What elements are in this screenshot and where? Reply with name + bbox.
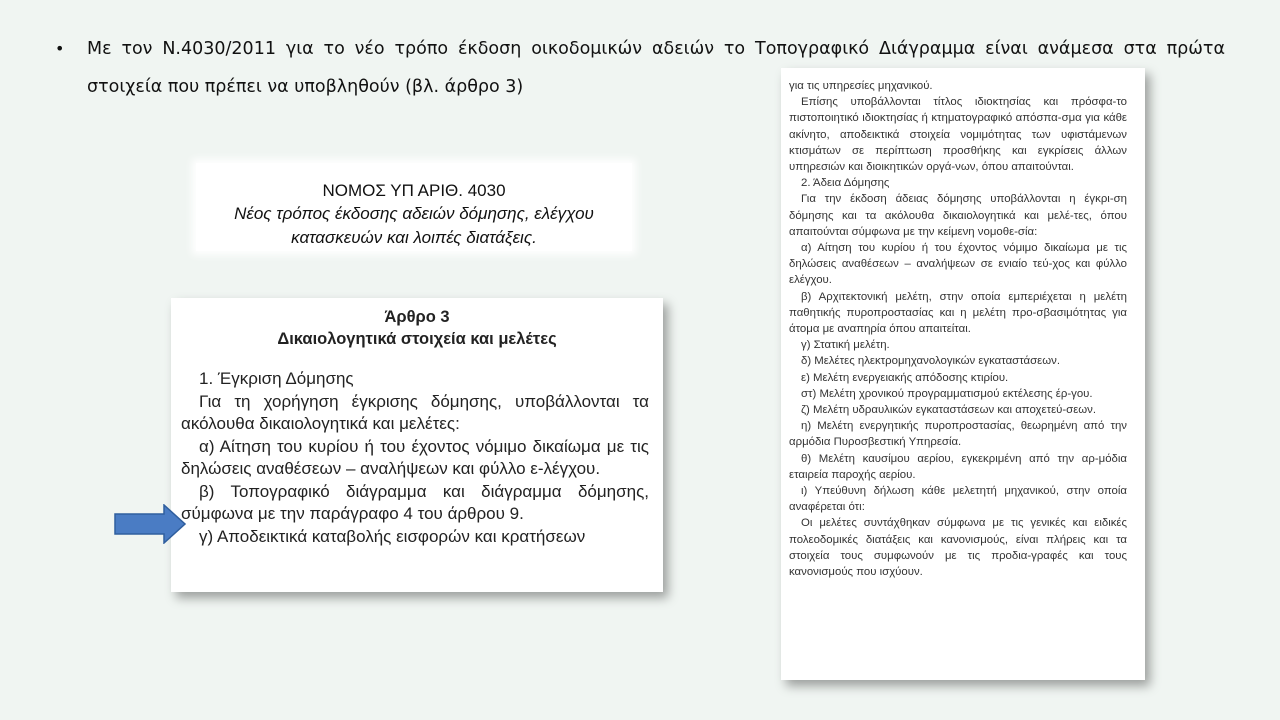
law-subtitle-line2: κατασκευών και λοιπές διατάξεις. (291, 228, 537, 247)
page-paragraph: β) Αρχιτεκτονική μελέτη, στην οποία εμπεριέχεται η μελέτη παθητικής πυροπροστασίας και η μελέτη προ-σβασιμότητας για άτομα με αναπηρία όπου απαιτείται. (789, 290, 1127, 336)
page-paragraph: ζ) Μελέτη υδραυλικών εγκαταστάσεων και αποχετεύ-σεων. (801, 404, 1097, 417)
article-number: Άρθρο 3 (384, 308, 450, 326)
article-title: Δικαιολογητικά στοιχεία και μελέτες (277, 330, 557, 348)
article-body (171, 368, 663, 548)
page-paragraph: ε) Μελέτη ενεργειακής απόδοσης κτιρίου. (801, 371, 1009, 384)
article-paragraph: 1. Έγκριση Δόμησης (199, 369, 354, 388)
bullet-icon: • (55, 39, 65, 58)
page-paragraph: στ) Μελέτη χρονικού προγραμματισμού εκτέλεσης έρ-γου. (801, 387, 1093, 400)
page-paragraph: Για την έκδοση άδειας δόμησης υποβάλλονται η έγκρι-ση δόμησης και τα ακόλουθα δικαιολογητικά και μελέ-τες, όπου απαιτούνται σύμφωνα με την κείμενη νομοθε-σία: (789, 193, 1127, 238)
page-paragraph: θ) Μελέτη καυσίμου αερίου, εγκεκριμένη από την αρ-μόδια εταιρεία παροχής αερίου. (789, 452, 1127, 481)
article-paragraph: γ) Αποδεικτικά καταβολής εισφορών και κρατήσεων (199, 526, 586, 546)
article-3-excerpt (171, 298, 663, 592)
page-paragraph: η) Μελέτη ενεργητικής πυροπροστασίας, θεωρημένη από την αρμόδια Πυροσβεστική Υπηρεσία. (789, 420, 1127, 449)
law-subtitle-line1: Νέος τρόπος έκδοσης αδειών δόμησης, ελέγχου (234, 204, 594, 223)
law-title-image (196, 163, 632, 251)
bullet-text: Με τον Ν.4030/2011 για το νέο τρόπο έκδοση οικοδομικών αδειών το Τοπογραφικό Διάγραμμα είναι ανάμεσα στα πρώτα στοιχεία που πρέπει να υποβληθούν (βλ. άρθρο 3) (87, 39, 1225, 97)
article-paragraph-highlighted: β) Τοπογραφικό διάγραμμα και διάγραμμα δόμησης, σύμφωνα με την παράγραφο 4 του άρθρου 9. (181, 481, 649, 523)
arrow-right-icon (114, 504, 186, 544)
law-number: ΝΟΜΟΣ ΥΠ ΑΡΙΘ. 4030 (322, 181, 506, 200)
article-paragraph: α) Αίτηση του κυρίου ή του έχοντος νόμιμο δικαίωμα με τις δηλώσεις αναθέσεων – αναλήψεων και φύλλο ε-λέγχου. (181, 436, 649, 478)
page-paragraph: γ) Στατική μελέτη. (801, 339, 890, 352)
article-paragraph: Για τη χορήγηση έγκρισης δόμησης, υποβάλλονται τα ακόλουθα δικαιολογητικά και μελέτες: (181, 391, 649, 433)
page-paragraph: Επίσης υποβάλλονται τίτλος ιδιοκτησίας και πρόσφα-το πιστοποιητικό ιδιοκτησίας ή κτηματογραφικό απόσπα-σμα για κάθε ακίνητο, αποδεικτικά στοιχεία νομιμότητας των υφιστάμενων κτισμάτων σε περίπτωση προσθήκης και εγκρίσεις άλλων υπηρεσιών και διοικητικών οργά-νων, όπου απαιτούνται. (789, 96, 1127, 174)
law-page-excerpt (781, 68, 1145, 680)
page-section-heading: 2. Άδεια Δόμησης (801, 177, 890, 190)
arrow-shape (115, 505, 185, 543)
law-page-body (781, 68, 1145, 580)
page-paragraph: για τις υπηρεσίες μηχανικού. (789, 80, 933, 92)
page-paragraph: ι) Υπεύθυνη δήλωση κάθε μελετητή μηχανικού, στην οποία αναφέρεται ότι: (789, 485, 1127, 514)
page-paragraph: α) Αίτηση του κυρίου ή του έχοντος νόμιμο δικαίωμα με τις δηλώσεις αναθέσεων – αναλήψεων σε ενιαίο τεύ-χος και φύλλο ελέγχου. (789, 242, 1127, 287)
page-paragraph: δ) Μελέτες ηλεκτρομηχανολογικών εγκαταστάσεων. (801, 355, 1061, 368)
page-paragraph: Οι μελέτες συντάχθηκαν σύμφωνα με τις γενικές και ειδικές πολεοδομικές διατάξεις και κανονισμούς, είναι πλήρεις και τα στοιχεία τους συμφωνούν με τις προδια-γραφές και τους κανονισμούς που ισχύουν. (789, 517, 1127, 579)
